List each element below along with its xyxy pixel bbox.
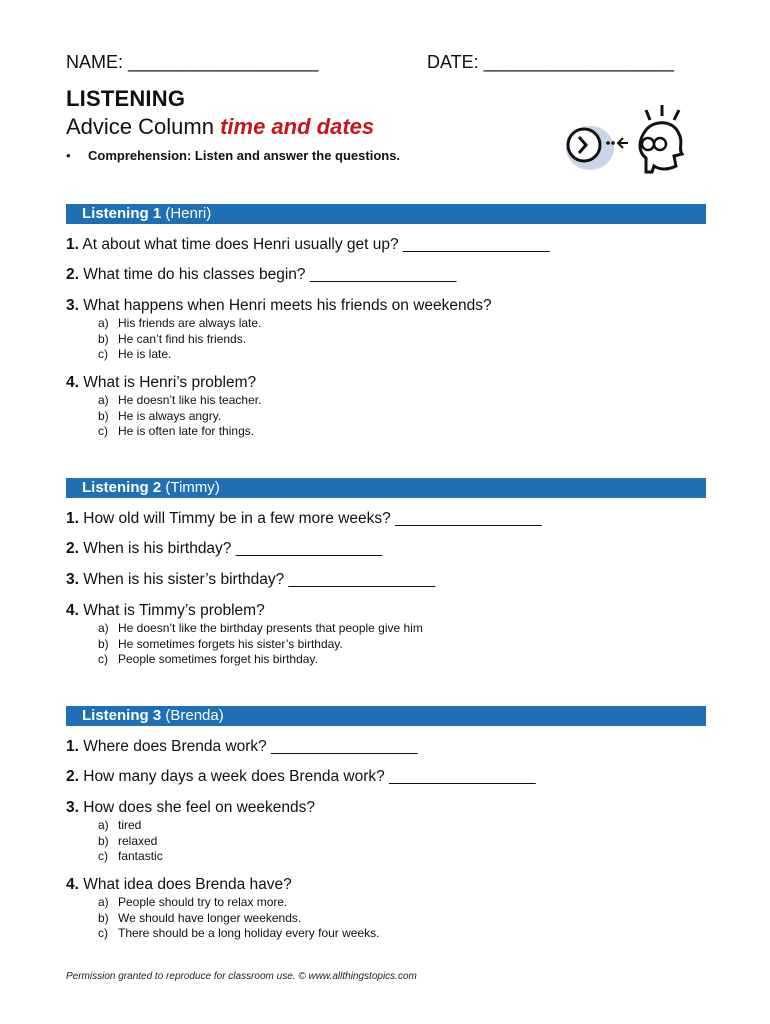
- option-letter: c): [98, 849, 108, 864]
- options-3-3: [98, 818, 163, 865]
- question-1-3: [66, 297, 492, 315]
- option: [98, 926, 380, 942]
- question-text: How does she feel on weekends?: [78, 799, 316, 816]
- option-text: He sometimes forgets his sister’s birthday.: [118, 636, 343, 651]
- section-title: Listening 3: [82, 707, 162, 724]
- option-letter: a): [98, 316, 109, 330]
- question-text: What is Henri’s problem?: [78, 374, 257, 391]
- question-number: 2.: [66, 266, 79, 283]
- page-subtitle: [66, 114, 374, 140]
- option: [98, 911, 380, 927]
- question-number: 3.: [66, 297, 79, 314]
- bullet-icon: •: [66, 148, 71, 163]
- question-3-1: [66, 738, 418, 756]
- question-text: Where does Brenda work? _________________: [78, 738, 418, 755]
- page-title: LISTENING: [66, 86, 186, 111]
- options-2-4: [98, 621, 423, 668]
- option: [98, 818, 163, 834]
- option-text: He is often late for things.: [118, 424, 255, 439]
- option-text: He can’t find his friends.: [118, 331, 247, 346]
- instruction: [66, 148, 400, 163]
- question-2-2: [66, 540, 382, 558]
- option: [98, 849, 163, 865]
- options-1-3: [98, 316, 261, 363]
- question-text: What time do his classes begin? _________________: [78, 266, 457, 283]
- options-1-4: [98, 393, 261, 440]
- option-text: People sometimes forget his birthday.: [118, 652, 318, 667]
- option-letter: c): [98, 652, 108, 667]
- option-text: He doesn’t like the birthday presents that people give him: [118, 621, 423, 635]
- option: [98, 652, 423, 668]
- question-3-4: [66, 876, 292, 894]
- question-1-2: [66, 266, 456, 284]
- question-number: 3.: [66, 571, 79, 588]
- option: [98, 347, 261, 363]
- question-text: What happens when Henri meets his friends on weekends?: [78, 297, 492, 314]
- section-speaker: (Brenda): [161, 707, 224, 724]
- option-letter: b): [98, 331, 109, 346]
- question-number: 3.: [66, 799, 79, 816]
- option-letter: b): [98, 910, 109, 925]
- option-letter: a): [98, 621, 109, 635]
- section-title: Listening 2: [82, 479, 162, 496]
- option-letter: a): [98, 818, 109, 832]
- option-letter: b): [98, 408, 109, 423]
- section-speaker: (Henri): [161, 205, 212, 222]
- option-text: He is late.: [118, 347, 172, 362]
- option-text: There should be a long holiday every four weeks.: [118, 926, 380, 941]
- question-number: 2.: [66, 768, 79, 785]
- question-number: 2.: [66, 540, 79, 557]
- option: [98, 834, 163, 850]
- section-header-listening-2: [66, 478, 706, 498]
- question-2-1: [66, 510, 542, 528]
- option-text: He is always angry.: [118, 408, 222, 423]
- question-2-4: [66, 602, 265, 620]
- option-letter: c): [98, 926, 108, 941]
- option-text: He doesn’t like his teacher.: [118, 393, 262, 407]
- date-field-label: DATE: ___________________: [427, 52, 674, 72]
- option-text: relaxed: [118, 833, 158, 848]
- option-letter: c): [98, 347, 108, 362]
- option: [98, 316, 261, 332]
- question-text: What idea does Brenda have?: [78, 876, 292, 893]
- option: [98, 895, 380, 911]
- question-number: 4.: [66, 602, 79, 619]
- option-text: People should try to relax more.: [118, 895, 288, 909]
- question-text: When is his sister’s birthday? _________________: [78, 571, 436, 588]
- question-number: 1.: [66, 510, 79, 527]
- subtitle-prefix: Advice Column: [66, 114, 221, 139]
- option-letter: b): [98, 636, 109, 651]
- options-3-4: [98, 895, 380, 942]
- option: [98, 409, 261, 425]
- option: [98, 393, 261, 409]
- option-letter: a): [98, 393, 109, 407]
- question-text: At about what time does Henri usually get up? _________________: [78, 236, 550, 253]
- option-text: tired: [118, 818, 142, 832]
- section-header-listening-1: [66, 204, 706, 224]
- question-1-4: [66, 374, 256, 392]
- subtitle-accent: time and dates: [220, 114, 375, 139]
- question-3-2: [66, 768, 536, 786]
- question-number: 4.: [66, 374, 79, 391]
- clock-and-listening-head-icon: [560, 100, 690, 180]
- option-letter: b): [98, 833, 109, 848]
- option-letter: a): [98, 895, 109, 909]
- name-date-line: [66, 52, 706, 78]
- question-text: What is Timmy’s problem?: [78, 602, 265, 619]
- option: [98, 621, 423, 637]
- option-text: We should have longer weekends.: [118, 910, 302, 925]
- option: [98, 332, 261, 348]
- copyright-footer: Permission granted to reproduce for classroom use. © www.allthingstopics.com: [66, 971, 417, 982]
- instruction-text: Comprehension: Listen and answer the questions.: [88, 148, 401, 163]
- question-number: 1.: [66, 738, 79, 755]
- section-speaker: (Timmy): [161, 479, 220, 496]
- question-text: How many days a week does Brenda work? _________________: [78, 768, 536, 785]
- name-field-label: NAME: ___________________: [66, 52, 319, 72]
- option-letter: c): [98, 424, 108, 439]
- question-text: When is his birthday? _________________: [78, 540, 383, 557]
- question-text: How old will Timmy be in a few more weeks? _________________: [78, 510, 542, 527]
- question-1-1: [66, 236, 549, 254]
- option-text: His friends are always late.: [118, 316, 262, 330]
- question-number: 4.: [66, 876, 79, 893]
- option: [98, 637, 423, 653]
- section-header-listening-3: [66, 706, 706, 726]
- section-title: Listening 1: [82, 205, 162, 222]
- question-3-3: [66, 799, 315, 817]
- option: [98, 424, 261, 440]
- question-2-3: [66, 571, 435, 589]
- option-text: fantastic: [118, 849, 163, 864]
- question-number: 1.: [66, 236, 79, 253]
